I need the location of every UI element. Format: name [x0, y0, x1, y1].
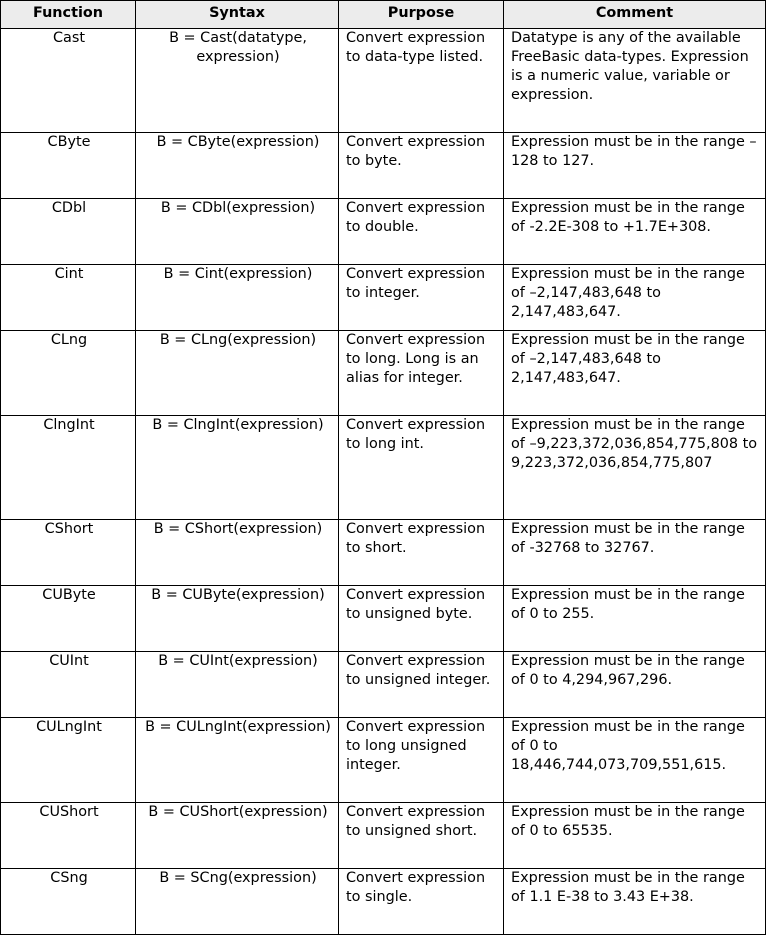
cell-function: CLng: [1, 331, 136, 416]
cell-syntax: B = CUShort(expression): [136, 803, 339, 869]
cell-syntax: B = CShort(expression): [136, 520, 339, 586]
cell-function: CUByte: [1, 586, 136, 652]
cell-syntax: B = ClngInt(expression): [136, 416, 339, 520]
cell-syntax: B = Cast(datatype, expression): [136, 29, 339, 133]
header-purpose: Purpose: [339, 1, 504, 29]
cell-purpose: Convert expression to unsigned byte.: [339, 586, 504, 652]
cell-purpose: Convert expression to byte.: [339, 133, 504, 199]
header-comment: Comment: [504, 1, 766, 29]
cell-function: CULngInt: [1, 718, 136, 803]
cell-syntax: B = Cint(expression): [136, 265, 339, 331]
cell-comment: Expression must be in the range of 0 to 255.: [504, 586, 766, 652]
cell-comment: Expression must be in the range of –2,147,483,648 to 2,147,483,647.: [504, 265, 766, 331]
cell-comment: Expression must be in the range –128 to 127.: [504, 133, 766, 199]
cell-function: Cast: [1, 29, 136, 133]
cell-purpose: Convert expression to short.: [339, 520, 504, 586]
cell-function: CSng: [1, 869, 136, 935]
cell-comment: Expression must be in the range of 0 to 18,446,744,073,709,551,615.: [504, 718, 766, 803]
cell-syntax: B = CLng(expression): [136, 331, 339, 416]
cell-function: CUInt: [1, 652, 136, 718]
cell-purpose: Convert expression to long int.: [339, 416, 504, 520]
cell-comment: Expression must be in the range of 0 to 65535.: [504, 803, 766, 869]
cell-syntax: B = CUByte(expression): [136, 586, 339, 652]
cell-function: ClngInt: [1, 416, 136, 520]
table-row: [1, 803, 766, 869]
cell-purpose: Convert expression to single.: [339, 869, 504, 935]
cell-function: CUShort: [1, 803, 136, 869]
table-row: [1, 652, 766, 718]
table-row: [1, 718, 766, 803]
cell-comment: Expression must be in the range of -2.2E-308 to +1.7E+308.: [504, 199, 766, 265]
table-header-row: [1, 1, 766, 29]
table-row: [1, 331, 766, 416]
table-row: [1, 869, 766, 935]
cell-function: CShort: [1, 520, 136, 586]
cell-comment: Expression must be in the range of –2,147,483,648 to 2,147,483,647.: [504, 331, 766, 416]
cell-comment: Expression must be in the range of 1.1 E-38 to 3.43 E+38.: [504, 869, 766, 935]
cell-purpose: Convert expression to unsigned integer.: [339, 652, 504, 718]
cell-function: Cint: [1, 265, 136, 331]
cell-syntax: B = CUInt(expression): [136, 652, 339, 718]
table-row: [1, 520, 766, 586]
cell-purpose: Convert expression to long. Long is an alias for integer.: [339, 331, 504, 416]
cell-purpose: Convert expression to long unsigned integer.: [339, 718, 504, 803]
cell-syntax: B = CByte(expression): [136, 133, 339, 199]
cell-comment: Expression must be in the range of 0 to 4,294,967,296.: [504, 652, 766, 718]
table-row: [1, 416, 766, 520]
header-function: Function: [1, 1, 136, 29]
cell-purpose: Convert expression to double.: [339, 199, 504, 265]
cell-syntax: B = CULngInt(expression): [136, 718, 339, 803]
cell-comment: Expression must be in the range of -32768 to 32767.: [504, 520, 766, 586]
cell-syntax: B = SCng(expression): [136, 869, 339, 935]
header-syntax: Syntax: [136, 1, 339, 29]
cell-function: CDbl: [1, 199, 136, 265]
cell-comment: Expression must be in the range of –9,223,372,036,854,775,808 to 9,223,372,036,854,775,807: [504, 416, 766, 520]
table-row: [1, 29, 766, 133]
cell-comment: Datatype is any of the available FreeBasic data-types. Expression is a numeric value, variable or expression.: [504, 29, 766, 133]
table-row: [1, 265, 766, 331]
table-row: [1, 586, 766, 652]
cell-purpose: Convert expression to integer.: [339, 265, 504, 331]
cell-function: CByte: [1, 133, 136, 199]
table-row: [1, 133, 766, 199]
cell-syntax: B = CDbl(expression): [136, 199, 339, 265]
table-row: [1, 199, 766, 265]
cell-purpose: Convert expression to unsigned short.: [339, 803, 504, 869]
cell-purpose: Convert expression to data-type listed.: [339, 29, 504, 133]
